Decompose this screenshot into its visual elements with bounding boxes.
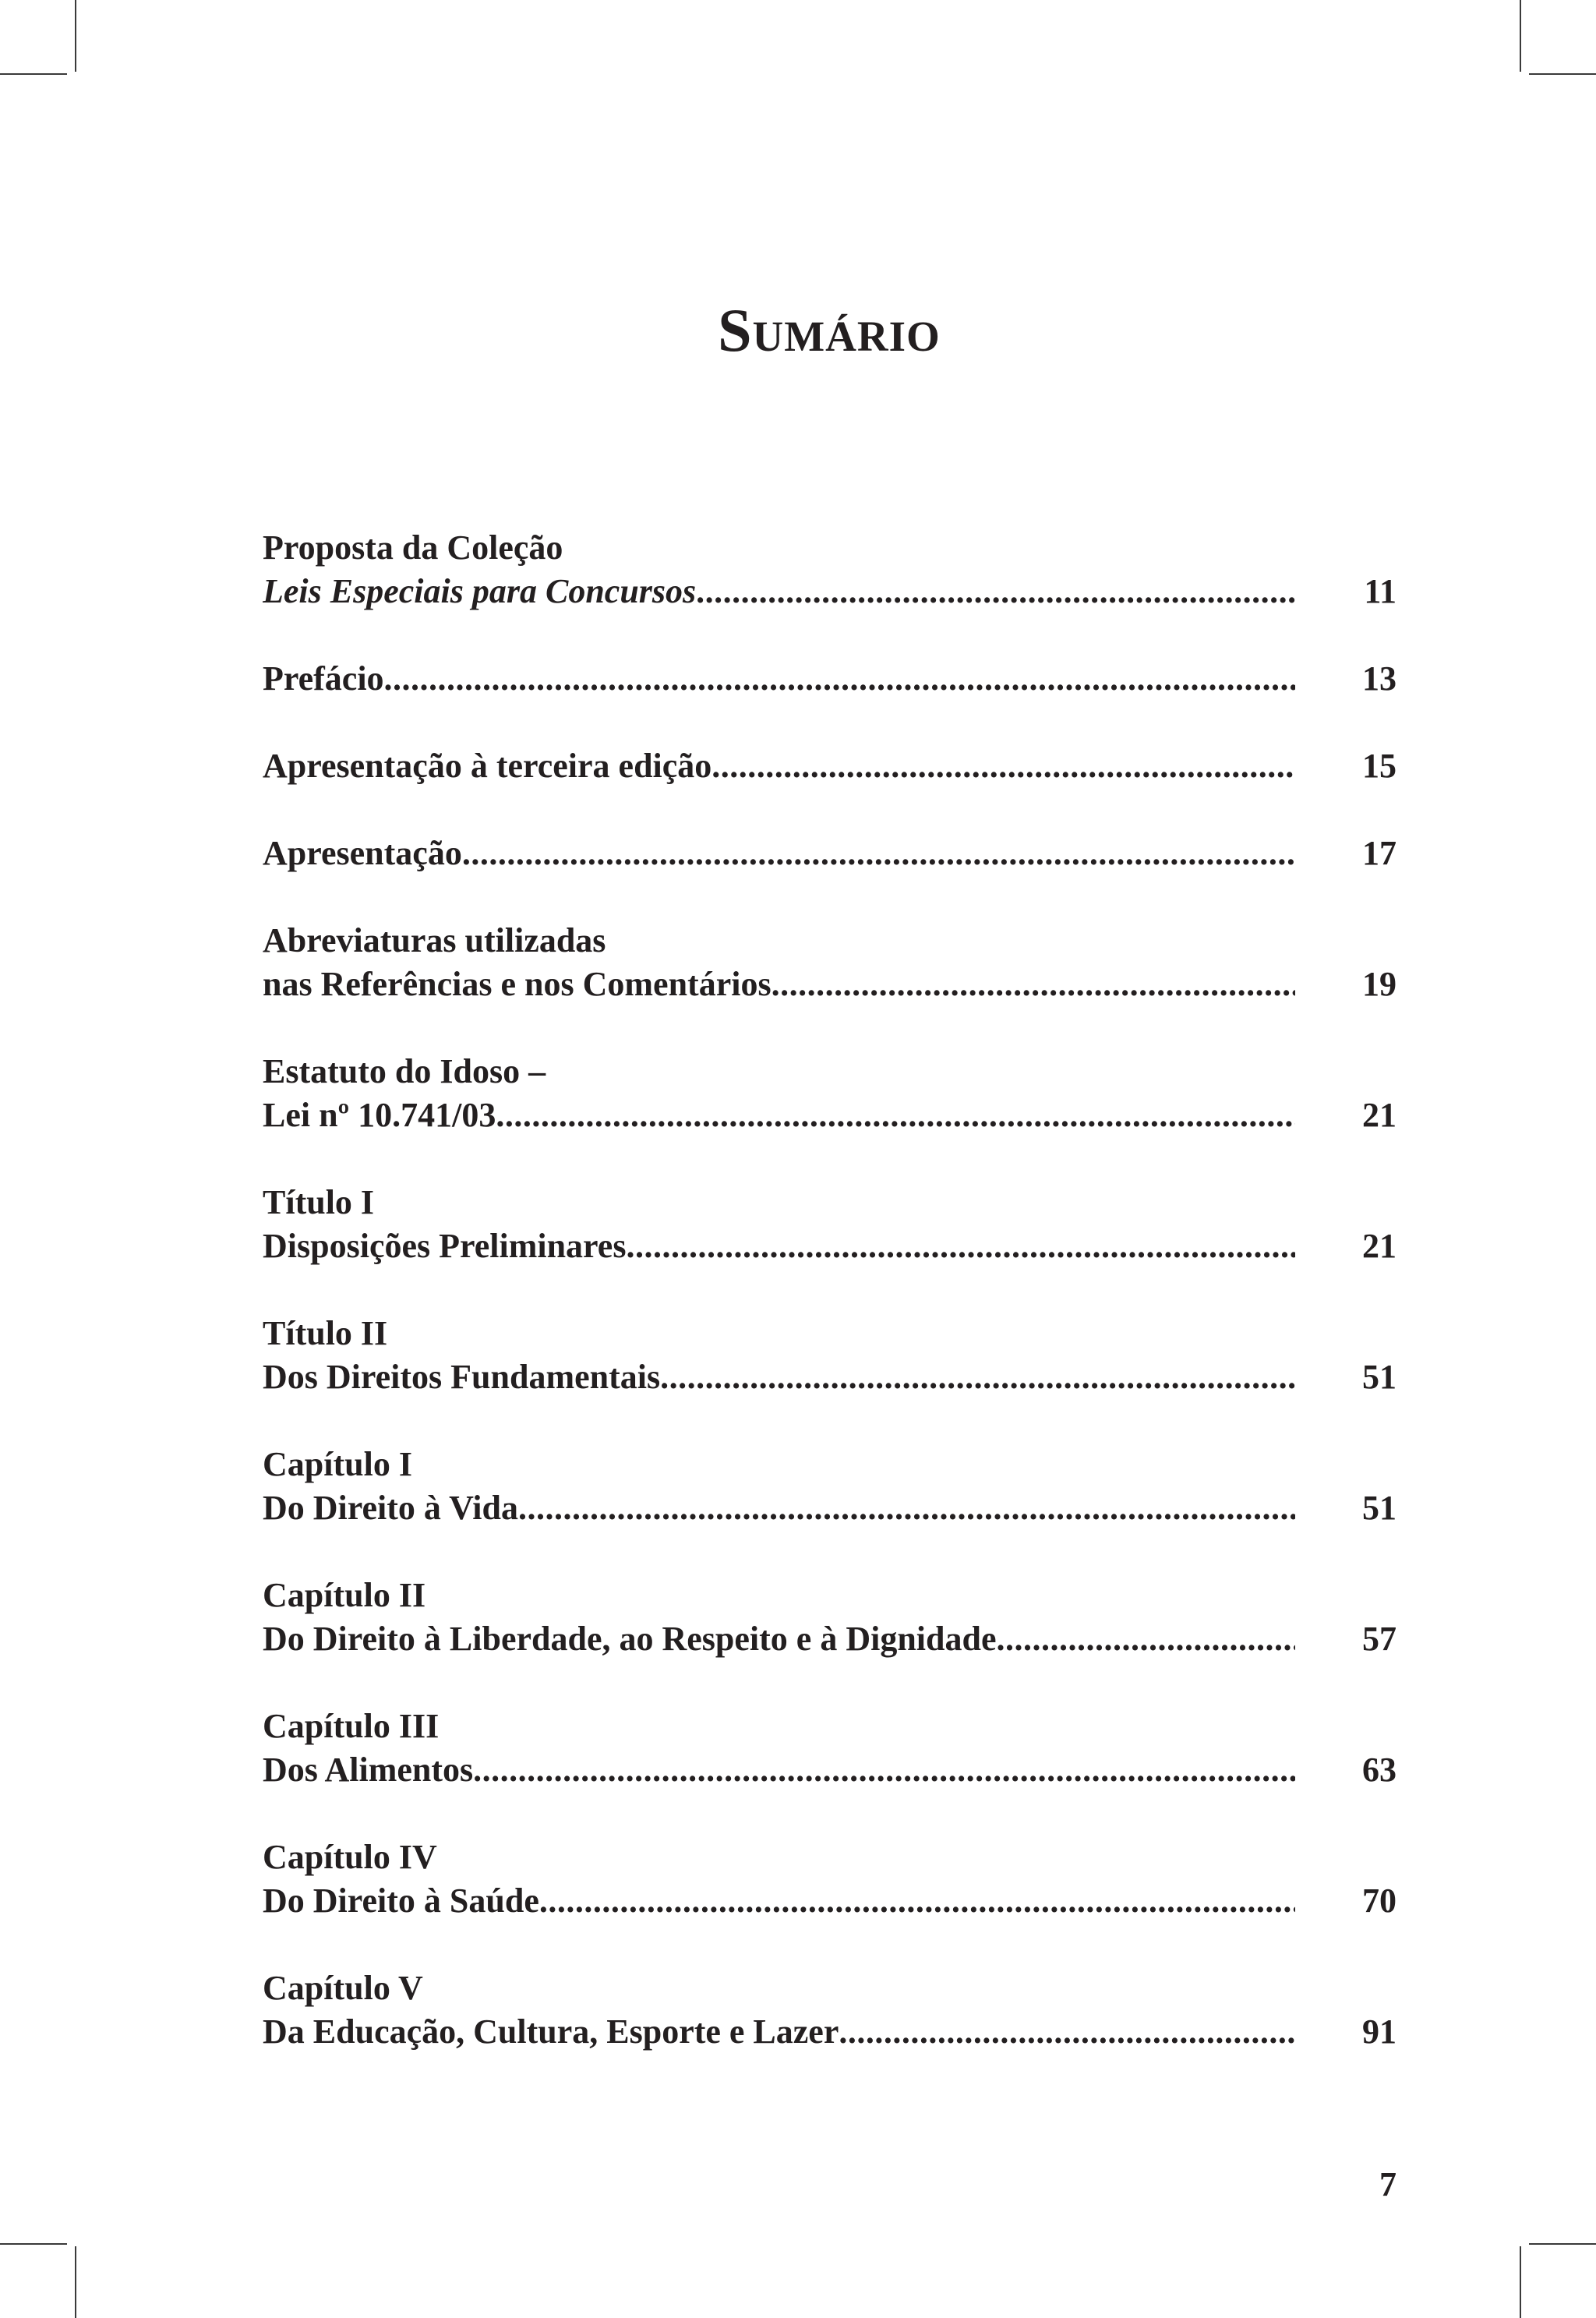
- toc-dot-leader: [462, 832, 1295, 875]
- crop-mark-top-right: [1520, 0, 1521, 72]
- crop-mark-bottom-right: [1520, 2246, 1521, 2318]
- toc-entry-title: Lei nº 10.741/03: [263, 1096, 496, 1134]
- toc-entry-heading: Título I: [263, 1183, 375, 1221]
- toc-entry-line: [263, 657, 1396, 701]
- page-title: Sumário: [718, 296, 941, 364]
- toc-dot-leader: [772, 963, 1295, 1006]
- toc-entry-title: Disposições Preliminares: [263, 1227, 627, 1265]
- toc-entry: [263, 1312, 1396, 1399]
- toc-dot-leader: [839, 2010, 1295, 2054]
- toc-dot-leader: [518, 1486, 1295, 1530]
- toc-entry-heading: Capítulo II: [263, 1576, 426, 1614]
- toc-entry-line: [263, 1355, 1396, 1399]
- toc-entry: [263, 526, 1396, 613]
- toc-entry-line: [263, 1094, 1396, 1137]
- toc-entry-page: 70: [1362, 1882, 1396, 1920]
- toc-entry-title: Dos Alimentos: [263, 1751, 474, 1789]
- toc-entry-page: 51: [1362, 1358, 1396, 1396]
- toc-entry-title: Do Direito à Liberdade, ao Respeito e à Dignidade: [263, 1620, 997, 1658]
- toc-entry: [263, 744, 1396, 788]
- toc-entry-line: [263, 1617, 1396, 1661]
- toc-entry-title: Da Educação, Cultura, Esporte e Lazer: [263, 2012, 839, 2051]
- toc-entry-heading: Proposta da Coleção: [263, 528, 563, 567]
- toc-entry-title: Leis Especiais para Concursos: [263, 572, 697, 610]
- toc-entry-page: 17: [1362, 834, 1396, 872]
- toc-entry-page: 21: [1362, 1227, 1396, 1265]
- toc-entry-page: 15: [1362, 747, 1396, 785]
- crop-mark-top-right-h: [1529, 73, 1596, 75]
- toc-entry-line: [263, 1486, 1396, 1530]
- toc-entry-title: Dos Direitos Fundamentais: [263, 1358, 661, 1396]
- table-of-contents: [263, 526, 1396, 2097]
- toc-entry: [263, 1574, 1396, 1661]
- toc-entry-page: 21: [1362, 1096, 1396, 1134]
- crop-mark-top-left: [75, 0, 76, 72]
- toc-dot-leader: [539, 1879, 1295, 1923]
- toc-entry-title: Apresentação: [263, 834, 462, 872]
- toc-entry-heading: Capítulo I: [263, 1445, 412, 1483]
- toc-entry-line: [263, 963, 1396, 1006]
- toc-dot-leader: [711, 744, 1295, 788]
- toc-entry: [263, 1443, 1396, 1530]
- toc-dot-leader: [696, 570, 1295, 613]
- toc-entry-heading: Estatuto do Idoso –: [263, 1052, 546, 1090]
- toc-dot-leader: [496, 1094, 1295, 1137]
- toc-dot-leader: [626, 1224, 1295, 1268]
- folio-page-number: 7: [1379, 2165, 1396, 2203]
- toc-entry-title: nas Referências e nos Comentários: [263, 965, 772, 1003]
- toc-entry-title: Apresentação à terceira edição: [263, 747, 712, 785]
- toc-entry-line: [263, 1879, 1396, 1923]
- toc-dot-leader: [473, 1748, 1295, 1792]
- toc-dot-leader: [384, 657, 1295, 701]
- toc-entry-heading: Título II: [263, 1314, 388, 1352]
- toc-entry-line: [263, 744, 1396, 788]
- toc-entry-page: 13: [1362, 659, 1396, 698]
- toc-entry: [263, 657, 1396, 701]
- toc-entry-line: [263, 832, 1396, 875]
- toc-entry-heading: Capítulo V: [263, 1969, 423, 2007]
- toc-entry-title: Prefácio: [263, 659, 384, 698]
- toc-entry: [263, 1181, 1396, 1268]
- toc-entry: [263, 1836, 1396, 1923]
- crop-mark-bottom-right-h: [1529, 2243, 1596, 2245]
- toc-entry-page: 57: [1362, 1620, 1396, 1658]
- toc-entry-heading: Capítulo III: [263, 1707, 440, 1745]
- toc-entry: [263, 1966, 1396, 2054]
- toc-entry-heading: Abreviaturas utilizadas: [263, 921, 606, 959]
- crop-mark-top-left-h: [0, 73, 67, 75]
- toc-entry: [263, 832, 1396, 875]
- toc-entry-heading: Capítulo IV: [263, 1838, 437, 1876]
- toc-entry-title: Do Direito à Saúde: [263, 1882, 539, 1920]
- toc-entry: [263, 919, 1396, 1006]
- toc-entry-line: [263, 570, 1396, 613]
- toc-entry: [263, 1705, 1396, 1792]
- crop-mark-bottom-left-h: [0, 2243, 67, 2245]
- toc-entry-page: 19: [1362, 965, 1396, 1003]
- toc-entry-title: Do Direito à Vida: [263, 1489, 518, 1527]
- toc-entry-line: [263, 1224, 1396, 1268]
- toc-dot-leader: [660, 1355, 1295, 1399]
- toc-entry-line: [263, 2010, 1396, 2054]
- toc-dot-leader: [997, 1617, 1296, 1661]
- crop-mark-bottom-left: [75, 2246, 76, 2318]
- toc-entry-line: [263, 1748, 1396, 1792]
- toc-entry-page: 11: [1364, 572, 1396, 610]
- toc-entry-page: 91: [1362, 2012, 1396, 2051]
- toc-entry: [263, 1050, 1396, 1137]
- toc-entry-page: 51: [1362, 1489, 1396, 1527]
- toc-entry-page: 63: [1362, 1751, 1396, 1789]
